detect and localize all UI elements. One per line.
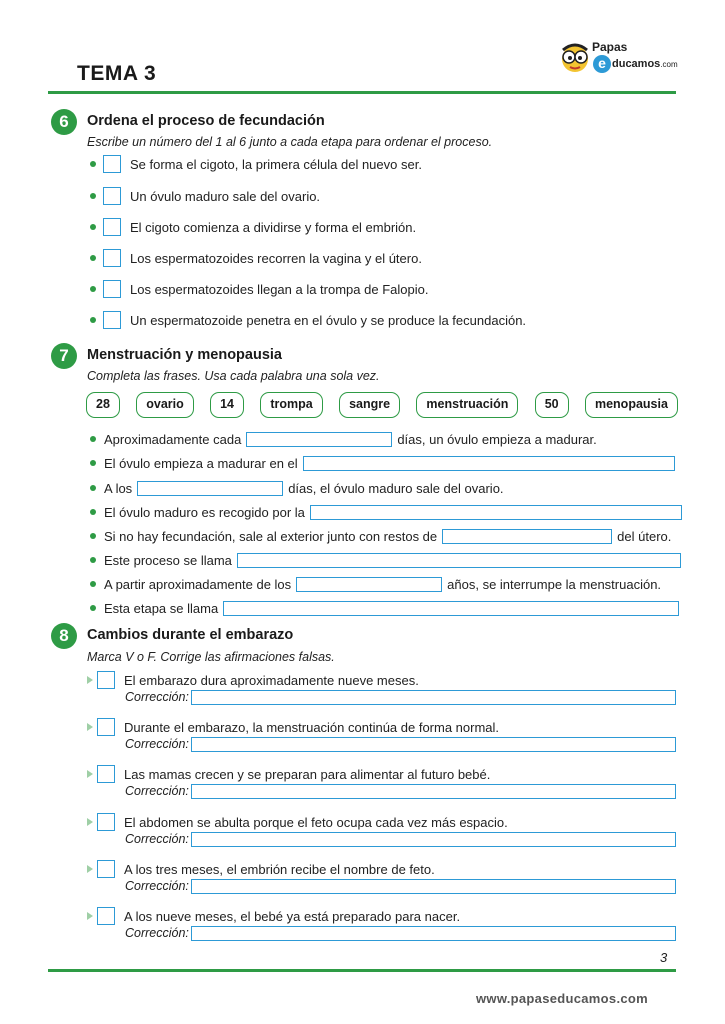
item-text: Los espermatozoides llegan a la trompa de Falopio. [130,281,429,297]
item-text: Un óvulo maduro sale del ovario. [130,188,321,204]
correction-row [125,735,676,753]
bullet-icon [90,286,96,292]
section-7-title: Menstruación y menopausia [87,347,282,363]
section-6-number: 6 [51,109,77,135]
word-chip: sangre [339,392,400,418]
bullet-icon [90,193,96,199]
sentence-row [90,551,681,569]
sentence-start: A partir aproximadamente de los [104,576,292,592]
logo-top-text: Papas [592,40,628,54]
footer-url: www.papaseducamos.com [476,991,648,1006]
true-false-box[interactable] [97,718,115,736]
statement-row [87,670,419,690]
correction-row [125,924,676,942]
item-text: El cigoto comienza a dividirse y forma el embrión. [130,219,417,235]
correction-field[interactable] [191,879,676,894]
correction-label: Corrección: [125,832,189,846]
order-number-box[interactable] [103,249,121,267]
statement-row [87,764,490,784]
correction-field[interactable] [191,784,676,799]
word-chip: 50 [535,392,569,418]
logo-tld: .com [660,60,678,69]
true-false-item [87,670,677,714]
correction-field[interactable] [191,832,676,847]
arrow-icon [87,723,93,731]
list-item [90,217,416,237]
bullet-icon [90,460,96,466]
correction-label: Corrección: [125,690,189,704]
correction-field[interactable] [191,690,676,705]
sentence-row [90,575,661,593]
list-item [90,186,320,206]
page-title: TEMA 3 [77,62,157,85]
bullet-icon [90,255,96,261]
item-text: Los espermatozoides recorren la vagina y el útero. [130,250,422,266]
bullet-icon [90,581,96,587]
answer-blank[interactable] [303,456,675,471]
sentence-end: días, un óvulo empieza a madurar. [397,431,597,447]
correction-row [125,688,676,706]
order-number-box[interactable] [103,187,121,205]
bullet-icon [90,317,96,323]
logo-bottom-text [612,58,678,70]
true-false-item [87,717,677,761]
arrow-icon [87,676,93,684]
statement-text: El abdomen se abulta porque el feto ocupa cada vez más espacio. [124,814,508,830]
arrow-icon [87,912,93,920]
true-false-box[interactable] [97,860,115,878]
sentence-row [90,430,597,448]
answer-blank[interactable] [310,505,682,520]
correction-field[interactable] [191,926,676,941]
header-divider [48,91,676,94]
true-false-box[interactable] [97,671,115,689]
bullet-icon [90,557,96,563]
word-chip: 14 [210,392,244,418]
statement-row [87,906,460,926]
answer-blank[interactable] [442,529,612,544]
true-false-item [87,764,677,808]
list-item [90,310,526,330]
bullet-icon [90,605,96,611]
arrow-icon [87,865,93,873]
item-text: Un espermatozoide penetra en el óvulo y se produce la fecundación. [130,312,527,328]
bullet-icon [90,224,96,230]
section-8-title: Cambios durante el embarazo [87,627,294,643]
correction-label: Corrección: [125,926,189,940]
word-chip: menstruación [416,392,518,418]
section-7-instruction: Completa las frases. Usa cada palabra una sola vez. [87,369,380,383]
list-item [90,279,428,299]
correction-label: Corrección: [125,879,189,893]
correction-label: Corrección: [125,737,189,751]
sentence-end: del útero. [617,528,672,544]
footer-divider [48,969,676,972]
answer-blank[interactable] [223,601,679,616]
family-icon [558,40,592,74]
statement-text: Las mamas crecen y se preparan para alimentar al futuro bebé. [124,766,491,782]
sentence-end: días, el óvulo maduro sale del ovario. [288,480,504,496]
order-number-box[interactable] [103,155,121,173]
statement-row [87,812,508,832]
site-logo [558,38,678,78]
correction-row [125,830,676,848]
page-number: 3 [660,950,668,965]
true-false-item [87,812,677,856]
sentence-row [90,479,504,497]
word-chip: menopausia [585,392,678,418]
sentence-row [90,527,671,545]
order-number-box[interactable] [103,311,121,329]
answer-blank[interactable] [246,432,392,447]
true-false-box[interactable] [97,813,115,831]
sentence-end: años, se interrumpe la menstruación. [447,576,662,592]
true-false-item [87,859,677,903]
bullet-icon [90,485,96,491]
sentence-start: El óvulo empieza a madurar en el [104,455,298,471]
statement-text: El embarazo dura aproximadamente nueve meses. [124,672,419,688]
section-8-instruction: Marca V o F. Corrige las afirmaciones falsas. [87,650,335,664]
bullet-icon [90,161,96,167]
correction-field[interactable] [191,737,676,752]
item-text: Se forma el cigoto, la primera célula del nuevo ser. [130,156,422,172]
sentence-start: Si no hay fecundación, sale al exterior junto con restos de [104,528,438,544]
bullet-icon [90,533,96,539]
sentence-start: El óvulo maduro es recogido por la [104,504,305,520]
logo-e-badge: e [593,55,611,73]
sentence-start: A los [104,480,133,496]
section-8-number: 8 [51,623,77,649]
statement-text: Durante el embarazo, la menstruación continúa de forma normal. [124,719,500,735]
arrow-icon [87,818,93,826]
word-chip: trompa [260,392,322,418]
true-false-box[interactable] [97,907,115,925]
logo-word: ducamos [612,58,661,70]
statement-row [87,859,435,879]
sentence-row [90,454,675,472]
list-item [90,248,422,268]
statement-row [87,717,499,737]
answer-blank[interactable] [137,481,283,496]
section-6-instruction: Escribe un número del 1 al 6 junto a cada etapa para ordenar el proceso. [87,135,493,149]
true-false-item [87,906,677,950]
correction-row [125,877,676,895]
word-chip: ovario [136,392,194,418]
sentence-row [90,599,679,617]
correction-label: Corrección: [125,784,189,798]
section-7-number: 7 [51,343,77,369]
answer-blank[interactable] [296,577,442,592]
sentence-start: Esta etapa se llama [104,600,219,616]
correction-row [125,782,676,800]
bullet-icon [90,509,96,515]
order-number-box[interactable] [103,280,121,298]
list-item [90,154,422,174]
sentence-start: Aproximadamente cada [104,431,242,447]
arrow-icon [87,770,93,778]
sentence-start: Este proceso se llama [104,552,232,568]
true-false-box[interactable] [97,765,115,783]
section-6-title: Ordena el proceso de fecundación [87,113,325,129]
order-number-box[interactable] [103,218,121,236]
sentence-row [90,503,682,521]
word-chip: 28 [86,392,120,418]
word-bank [86,392,678,420]
statement-text: A los tres meses, el embrión recibe el nombre de feto. [124,861,435,877]
bullet-icon [90,436,96,442]
answer-blank[interactable] [237,553,681,568]
statement-text: A los nueve meses, el bebé ya está preparado para nacer. [124,908,461,924]
